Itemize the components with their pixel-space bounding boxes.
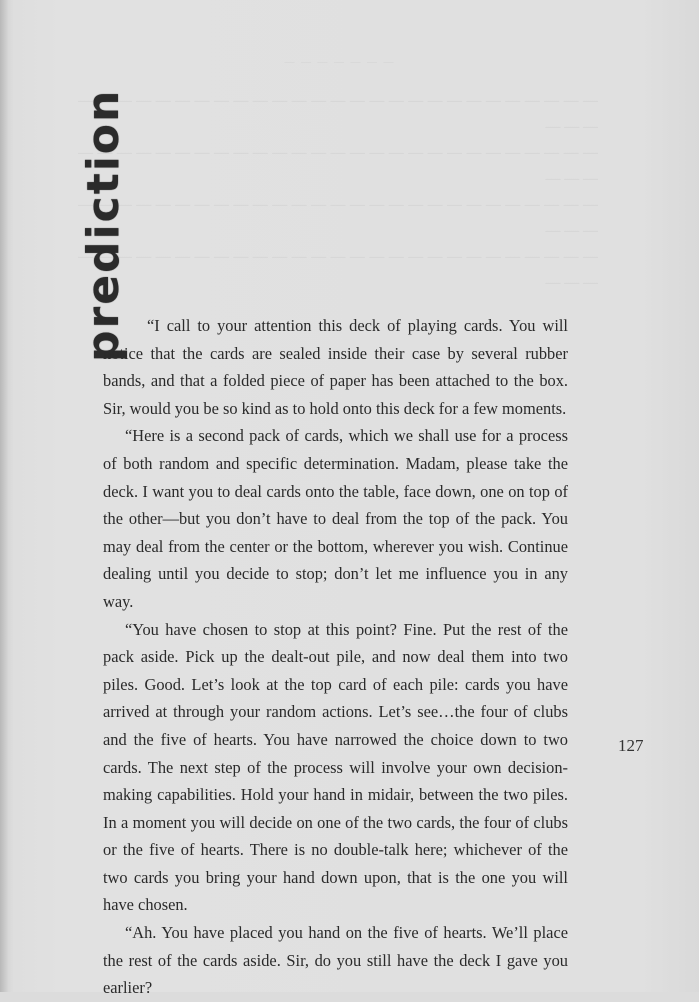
page-gutter-shadow <box>0 0 8 992</box>
paragraph: “Ah. You have placed you hand on the five of hearts. We’ll place the rest of the cards aside. Sir, do you still have the deck I gave you earlier? <box>103 923 568 998</box>
paragraph: “Here is a second pack of cards, which we shall use for a process of both random and specific determination. Madam, please take the deck. I want you to deal cards onto the table, face down, one on top of the other—but you don’t have to deal from the top of the pack. You may deal from the center or the bottom, wherever you wish. Continue dealing until you decide to stop; don’t let me influence you in any way. <box>103 426 568 611</box>
show-through-text: — — — — — — — — — — — — — — — — — — — — — — — — — — — — — — — — — — — — — — — — — — — — — — — — — — — — — — — — — — — — — — — — — — — — — — — — — — — — — — — — — — — — — — — — — — — — — — — — — — — — — — — — — — — — — — — — — — — — — — — — — — — — — — — <box>78 57 598 291</box>
chapter-title: prediction <box>78 88 129 362</box>
paragraph: “You have chosen to stop at this point? Fine. Put the rest of the pack aside. Pick up the dealt-out pile, and now deal them into two piles. Good. Let’s look at the top card of each pile: cards you have arrived at through your random actions. Let’s see…the four of clubs and the five of hearts. You have narrowed the choice down to two cards. The next step of the process will involve your own decision-making capabilities. Hold your hand in midair, between the two piles. In a moment you will decide on one of the two cards, the four of clubs or the five of hearts. There is no double-talk here; whichever of the two cards you bring your hand down upon, that is the one you will have chosen. <box>103 619 568 915</box>
body-text <box>103 312 568 1002</box>
paragraph: “I call to your attention this deck of playing cards. You will notice that the cards are sealed inside their case by several rubber bands, and that a folded piece of paper has been attached to the box. Sir, would you be so kind as to hold onto this deck for a few moments. <box>103 316 568 418</box>
page-number: 127 <box>618 736 644 755</box>
